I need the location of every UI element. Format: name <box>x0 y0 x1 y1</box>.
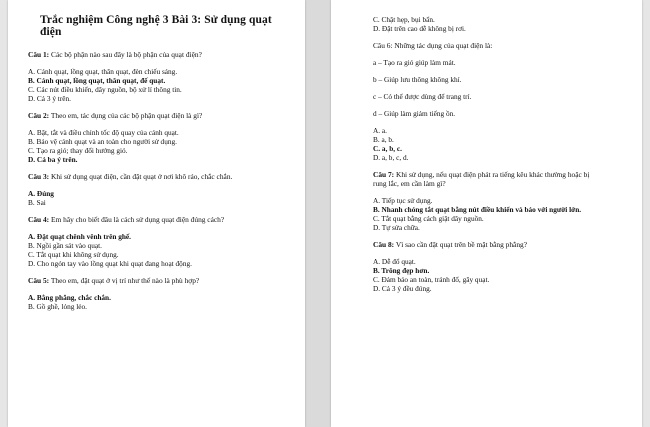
question-3-text: Khi sử dụng quạt điện, cần đặt quạt ở nơi khô ráo, chắc chắn. <box>51 172 233 181</box>
q8-option-b: B. Trông đẹp hơn. <box>373 266 430 275</box>
q6-option-c: C. a, b, c. <box>373 144 402 153</box>
question-5 <box>28 276 295 285</box>
question-7-text-line2: rung lắc, em cần làm gì? <box>373 179 446 188</box>
q6-statement-a: a – Tạo ra gió giúp làm mát. <box>373 58 456 67</box>
q4-option-d: D. Cho ngón tay vào lồng quạt khi quạt đang hoạt động. <box>28 259 192 268</box>
q1-option-c: C. Các nút điều khiển, dây nguồn, bộ xử lí thông tin. <box>28 85 182 94</box>
q3-option-b: B. Sai <box>28 198 46 207</box>
document-title: Trắc nghiệm Công nghệ 3 Bài 3: Sử dụng quạt điện <box>40 14 272 38</box>
q8-option-a: A. Dễ đổ quạt. <box>373 257 416 266</box>
document-page-left <box>8 0 305 427</box>
q8-option-c: C. Đảm bảo an toàn, tránh đổ, gãy quạt. <box>373 275 490 284</box>
q5-option-d: D. Đặt trên cao dễ không bị rơi. <box>373 24 466 33</box>
question-8-text: Vì sao cần đặt quạt trên bề mặt bằng phẳng? <box>395 240 528 249</box>
question-4-label: Câu 4: <box>28 215 50 224</box>
question-1-text: Các bộ phận nào sau đây là bộ phận của quạt điện? <box>51 50 202 59</box>
left-column <box>8 0 305 311</box>
question-6: Câu 6: Những tác dụng của quạt điện là: <box>373 41 493 50</box>
q1-option-a: A. Cánh quạt, lồng quạt, thân quạt, đèn chiếu sáng. <box>28 67 178 76</box>
question-7-label: Câu 7: <box>373 170 395 179</box>
q1-option-d: D. Cả 3 ý trên. <box>28 94 71 103</box>
q4-option-b: B. Ngồi gần sát vào quạt. <box>28 241 102 250</box>
q7-option-d: D. Tự sửa chữa. <box>373 223 420 232</box>
q5-option-b: B. Gồ ghề, lỏng lẻo. <box>28 302 87 311</box>
q6-option-b: B. a, b. <box>373 135 394 144</box>
question-8 <box>373 240 632 249</box>
q6-statement-b: b – Giúp lưu thông không khí. <box>373 75 462 84</box>
q2-option-d: D. Cả ba ý trên. <box>28 155 78 164</box>
q5-option-a: A. Bằng phẳng, chắc chắn. <box>28 293 111 302</box>
question-2-label: Câu 2: <box>28 111 50 120</box>
q4-option-a: A. Đặt quạt chênh vênh trên ghế. <box>28 232 131 241</box>
question-7-text-line1: Khi sử dụng, nếu quạt điện phát ra tiếng kêu khác thường hoặc bị <box>396 170 590 179</box>
question-5-text: Theo em, đặt quạt ở vị trí như thế nào là phù hợp? <box>50 276 200 285</box>
q8-option-d: D. Cả 3 ý đều đúng. <box>373 284 432 293</box>
question-1-label: Câu 1: <box>28 50 50 59</box>
q7-option-a: A. Tiếp tục sử dụng. <box>373 196 433 205</box>
question-3 <box>28 172 295 181</box>
question-5-label: Câu 5: <box>28 276 50 285</box>
q7-option-b: B. Nhanh chóng tắt quạt bằng nút điều khiển và báo với người lớn. <box>373 205 582 214</box>
question-1 <box>28 50 295 59</box>
page-gutter <box>305 0 331 427</box>
q5-option-c: C. Chật hẹp, bụi bẩn. <box>373 15 435 24</box>
q2-option-c: C. Tạo ra gió; thay đổi hướng gió. <box>28 146 128 155</box>
question-2-text: Theo em, tác dụng của các bộ phận quạt điện là gì? <box>50 111 203 120</box>
q3-option-a: A. Đúng <box>28 189 54 198</box>
q4-option-c: C. Tắt quạt khi không sử dụng. <box>28 250 119 259</box>
right-column <box>331 0 642 293</box>
q2-option-a: A. Bật, tắt và điều chỉnh tốc độ quay của cánh quạt. <box>28 128 179 137</box>
q6-statement-c: c – Có thể được dùng để trang trí. <box>373 92 472 101</box>
q6-option-d: D. a, b, c, d. <box>373 153 409 162</box>
q7-option-c: C. Tắt quạt bằng cách giật dây nguồn. <box>373 214 484 223</box>
question-4-text: Em hãy cho biết đâu là cách sử dụng quạt điện đúng cách? <box>51 215 225 224</box>
question-2 <box>28 111 295 120</box>
question-7 <box>373 170 632 179</box>
q6-option-a: A. a. <box>373 126 387 135</box>
question-3-label: Câu 3: <box>28 172 50 181</box>
q6-statement-d: d – Giúp làm giảm tiếng ồn. <box>373 109 456 118</box>
q1-option-b: B. Cánh quạt, lồng quạt, thân quạt, đế quạt. <box>28 76 166 85</box>
question-4 <box>28 215 295 224</box>
q2-option-b: B. Bảo vệ cánh quạt và an toàn cho người sử dụng. <box>28 137 177 146</box>
document-page-right <box>331 0 642 427</box>
question-8-label: Câu 8: <box>373 240 395 249</box>
